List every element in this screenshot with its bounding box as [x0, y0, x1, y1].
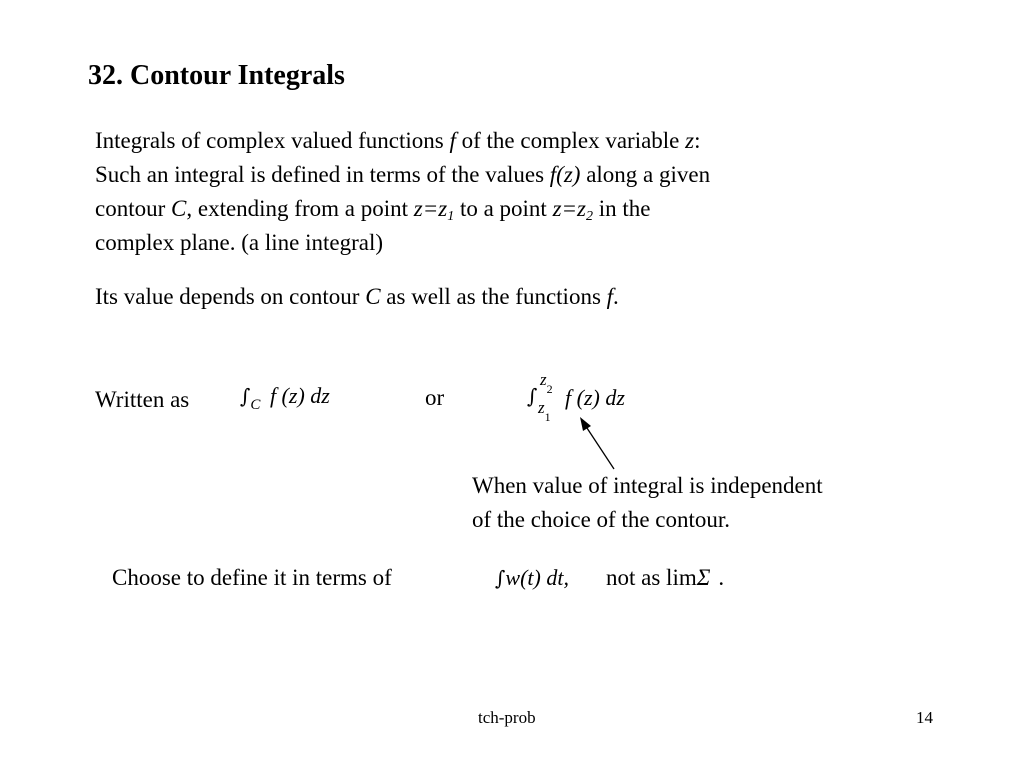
contour-subscript: C [250, 397, 261, 413]
var-C: C [365, 284, 381, 309]
sigma-symbol: Σ [696, 565, 711, 590]
note-line-1: When value of integral is independent [472, 473, 823, 498]
text: Its value depends on contour [95, 284, 366, 309]
arrow-line [585, 425, 614, 469]
upper-sub: 2 [546, 382, 553, 396]
integral-sign: ∫ [495, 566, 506, 590]
integral-w-dt [495, 565, 569, 591]
text: . [613, 284, 619, 309]
upper-z: z [540, 370, 547, 389]
text: . [718, 565, 725, 590]
var-fz: f(z) [549, 162, 581, 187]
choose-label: Choose to define it in terms of [112, 565, 392, 590]
text: along a given [580, 162, 711, 187]
text: of the complex variable [455, 128, 686, 153]
text: Integrals of complex valued functions [95, 128, 450, 153]
var-f: f [606, 284, 614, 309]
text: in the [593, 196, 651, 221]
var-z: z [685, 128, 695, 153]
written-as-label: Written as [95, 387, 190, 412]
arrow-head [580, 417, 591, 431]
footer-label: tch-prob [478, 708, 536, 727]
var-z2: z=z [552, 196, 586, 221]
text: not as lim [606, 565, 697, 590]
var-z1: z=z [413, 196, 448, 221]
lower-z: z [538, 398, 545, 417]
text: , extending from a point [186, 196, 414, 221]
var-C: C [171, 196, 187, 221]
note-line-2: of the choice of the contour. [472, 507, 731, 532]
subscript-2: 2 [586, 209, 593, 224]
lower-sub: 1 [544, 410, 551, 424]
integral-sign: ∫ [240, 384, 251, 408]
subscript-1: 1 [447, 209, 455, 224]
note [472, 469, 823, 537]
text: : [694, 128, 701, 153]
text: as well as the functions [380, 284, 607, 309]
or-label: or [425, 385, 445, 410]
text: Such an integral is defined in terms of the values [95, 162, 550, 187]
integrand: w(t) dt, [505, 565, 569, 590]
integral-sign: ∫ [527, 384, 538, 408]
integrand: f (z) dz [565, 385, 625, 410]
not-as-limit [606, 561, 724, 595]
text: to a point [454, 196, 553, 221]
var-f: f [449, 128, 456, 153]
text: contour [95, 196, 172, 221]
intro-line-4: complex plane. (a line integral) [95, 230, 384, 255]
slide-title: 32. Contour Integrals [88, 60, 345, 91]
page-number: 14 [916, 708, 933, 727]
integrand: f (z) dz [269, 383, 330, 408]
